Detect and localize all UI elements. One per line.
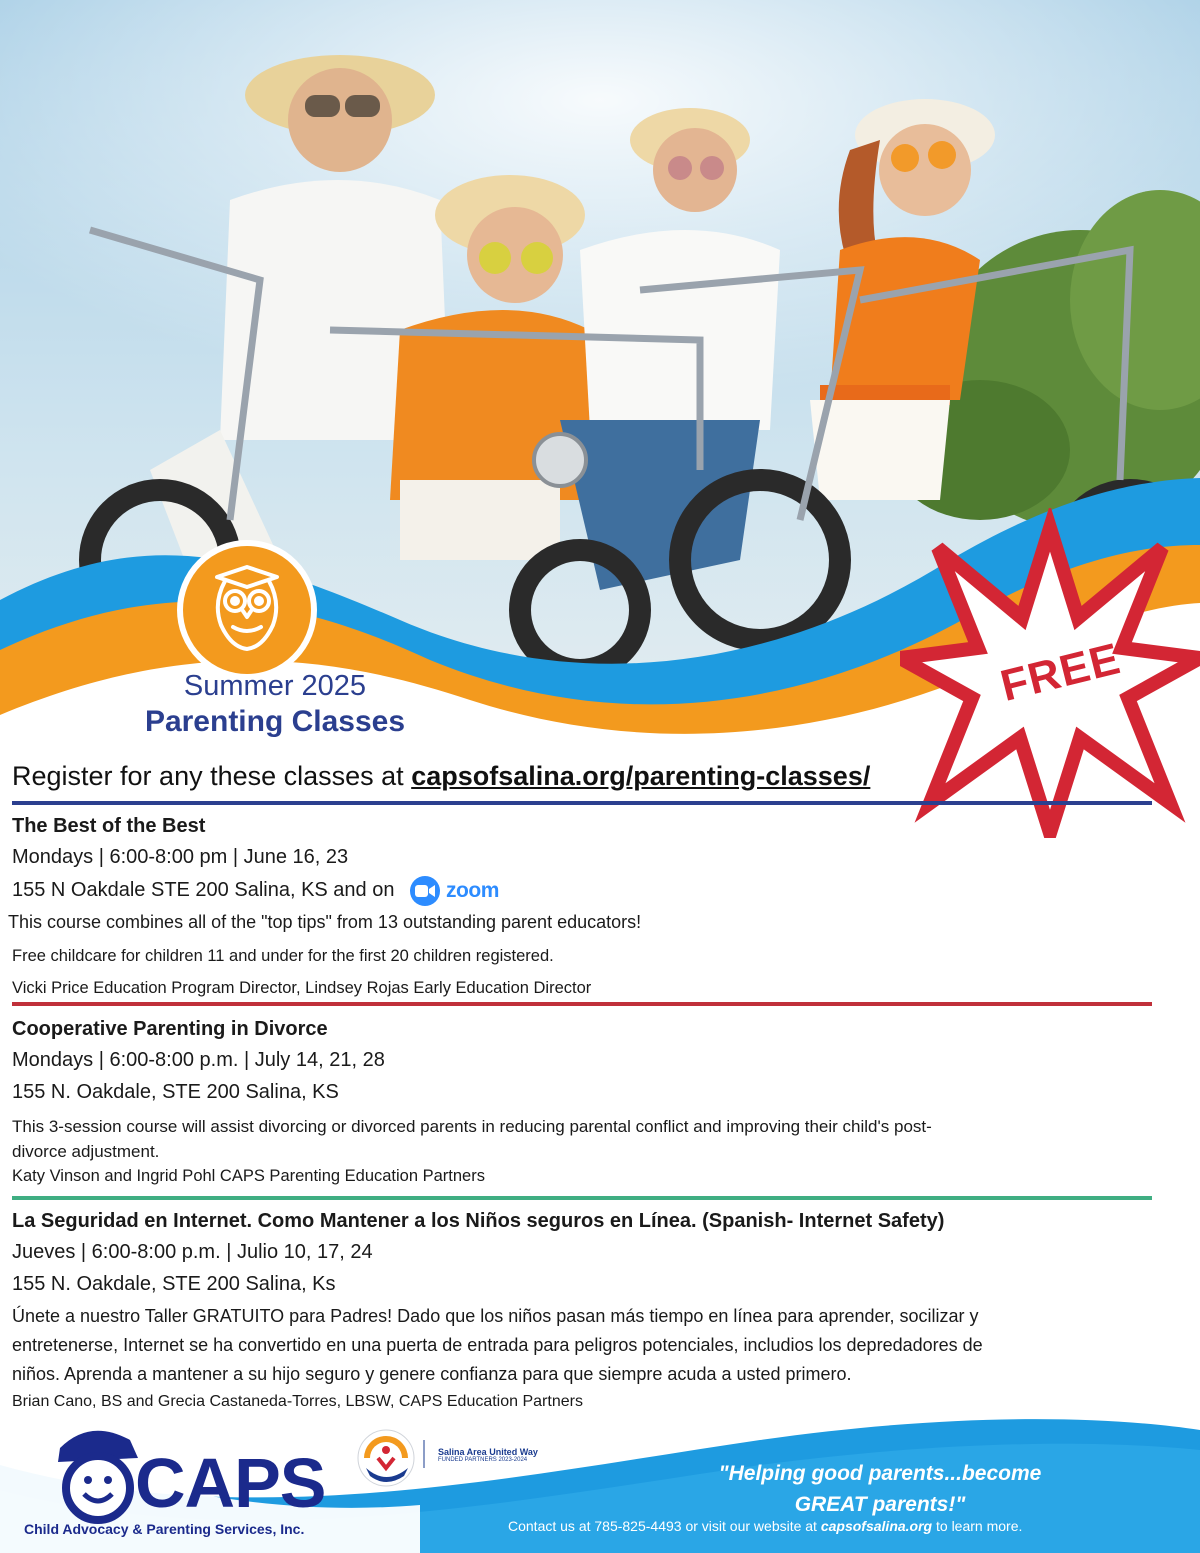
class-presenters: Brian Cano, BS and Grecia Castaneda-Torres, LBSW, CAPS Education Partners [12,1393,583,1410]
contact-prefix: Contact us at 785-825-4493 or visit our website at [508,1518,821,1534]
divider-navy [12,801,1152,805]
page-title: Parenting Classes [144,705,406,738]
register-link[interactable]: capsofsalina.org/parenting-classes/ [411,761,871,791]
caps-logo-text: CAPS [135,1444,326,1522]
season-label: Summer 2025 [183,670,367,702]
class-title: Cooperative Parenting in Divorce [12,1018,328,1040]
tagline-line: "Helping good parents...become [718,1462,1042,1485]
caps-smiley-icon [58,1425,138,1520]
class-description-line: niños. Aprenda a mantener a su hijo seguro y genere confianza para que siempre acuda a usted primero. [12,1364,852,1384]
contact-website-link[interactable]: capsofsalina.org [820,1518,933,1534]
class-description-line: Únete a nuestro Taller GRATUITO para Padres! Dado que los niños pasan más tiempo en línea para aprender, socilizar y [12,1306,979,1326]
owl-badge [177,540,317,680]
class-presenters: Katy Vinson and Ingrid Pohl CAPS Parenting Education Partners [12,1167,485,1185]
caps-subtitle: Child Advocacy & Parenting Services, Inc. [24,1521,305,1537]
united-way-sub: FUNDED PARTNERS 2023-2024 [438,1457,528,1463]
register-line [12,758,870,794]
class-location: 155 N Oakdale STE 200 Salina, KS and on [12,879,395,901]
class-location: 155 N. Oakdale, STE 200 Salina, KS [12,1081,339,1103]
class-schedule: Mondays | 6:00-8:00 pm | June 16, 23 [12,846,349,868]
class-section-2 [12,1014,1182,1189]
class-description-line: entretenerse, Internet se ha convertido en una puerta de entrada para peligros potenciales, includios los depredadores de [12,1335,983,1355]
class-description: This course combines all of the "top tips" from 13 outstanding parent educators! [8,911,642,932]
united-way-name: Salina Area United Way [438,1447,538,1457]
divider-red [12,1002,1152,1006]
register-text: Register for any these classes at [12,761,412,791]
free-badge [900,508,1200,838]
free-label: FREE [995,634,1126,711]
class-location: 155 N. Oakdale, STE 200 Salina, Ks [12,1273,336,1295]
title-block [120,668,430,740]
class-presenters: Vicki Price Education Program Director, Lindsey Rojas Early Education Director [12,978,592,997]
tagline-line: GREAT parents!" [794,1493,966,1516]
class-title: La Seguridad en Internet. Como Mantener a los Niños seguros en Línea. (Spanish- Internet Safety) [12,1210,945,1232]
divider-green [12,1196,1152,1200]
contact-line [508,1518,1022,1534]
class-section-3 [12,1206,1182,1414]
contact-suffix: to learn more. [932,1518,1023,1534]
tagline [660,1458,1100,1520]
class-schedule: Jueves | 6:00-8:00 p.m. | Julio 10, 17, 24 [12,1241,373,1263]
class-location-row [12,874,1182,907]
class-description-line: divorce adjustment. [12,1142,160,1161]
class-schedule: Mondays | 6:00-8:00 p.m. | July 14, 21, 28 [12,1049,385,1071]
class-description-line: This 3-session course will assist divorcing or divorced parents in reducing parental conflict and improving their child's post- [12,1117,932,1136]
united-way-icon [356,1428,436,1488]
zoom-label: zoom [446,878,499,902]
class-section-1 [8,811,1182,1003]
owl-icon [207,563,287,658]
class-title: The Best of the Best [12,815,206,837]
zoom-camera-icon [410,876,440,906]
zoom-logo [410,875,499,907]
class-note: Free childcare for children 11 and under for the first 20 children registered. [12,946,554,965]
